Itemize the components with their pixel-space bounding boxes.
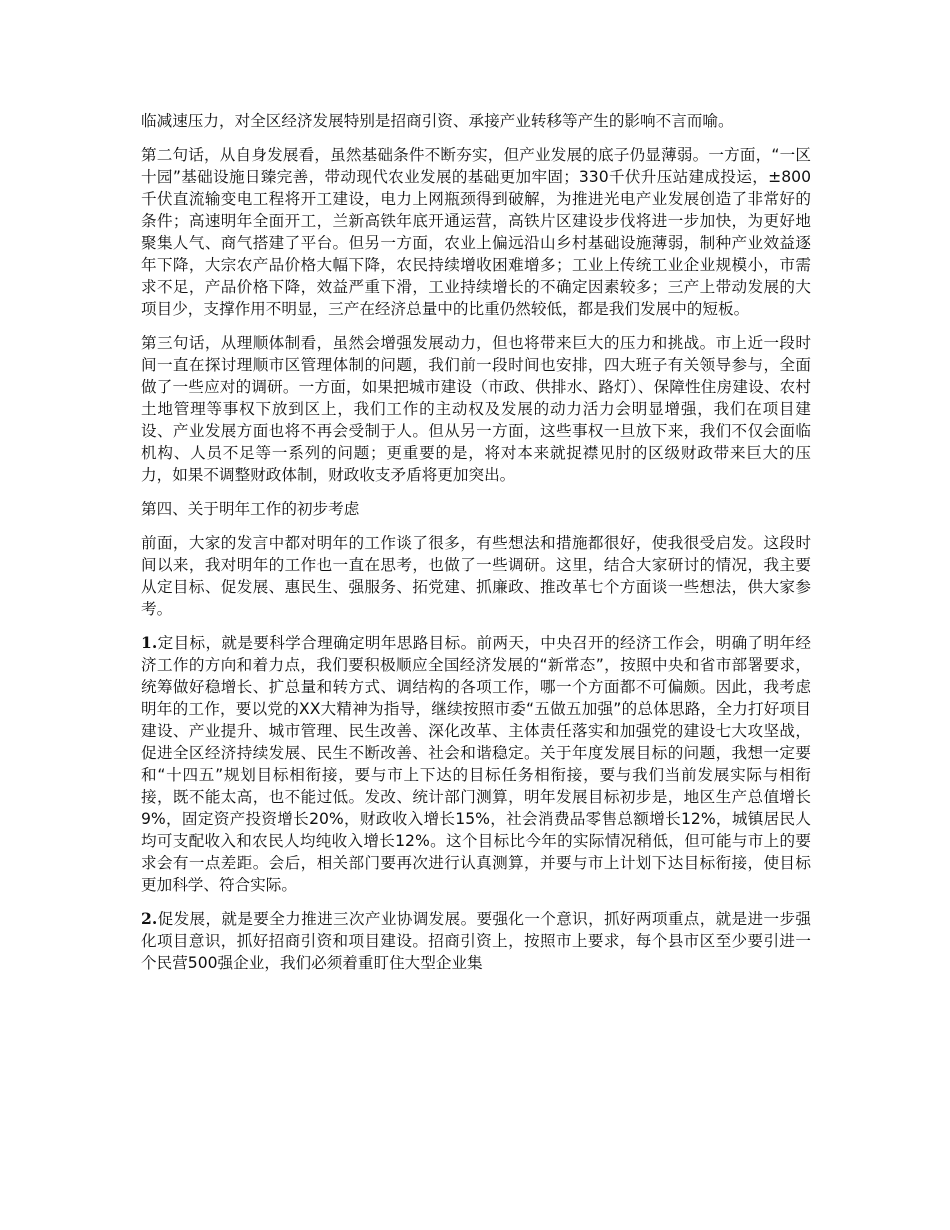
paragraph-third-point: 第三句话，从理顺体制看，虽然会增强发展动力，但也将带来巨大的压力和挑战。市上近一段时间一直在探讨理顺市区管理体制的问题，我们前一段时间也安排，四大班子有关领导参与，全面做了一些应对的调研。一方面，如果把城市建设（市政、供排水、路灯）、保障性住房建设、农村土地管理等事权下放到区上，我们工作的主动权及发展的动力活力会明显增强，我们在项目建设、产业发展方面也将不再会受制于人。但从另一方面，这些事权一旦放下来，我们不仅会面临机构、人员不足等一系列的问题；更重要的是，将对本来就捉襟见肘的区级财政带来巨大的压力，如果不调整财政体制，财政收支矛盾将更加突出。 xyxy=(141,334,811,484)
document-body xyxy=(141,110,811,986)
paragraph-continuation: 临减速压力，对全区经济发展特别是招商引资、承接产业转移等产生的影响不言而喻。 xyxy=(141,112,734,130)
paragraph-item-2 xyxy=(141,908,811,974)
section-heading-fourth: 第四、关于明年工作的初步考虑 xyxy=(141,500,360,518)
paragraph-second-point: 第二句话，从自身发展看，虽然基础条件不断夯实，但产业发展的底子仍显薄弱。一方面，“一区十园”基础设施日臻完善，带动现代农业发展的基础更加牢固；330千伏升压站建成投运，±800千伏直流输变电工程将开工建设，电力上网瓶颈得到破解，为推进光电产业发展创造了非常好的条件；高速明年全面开工，兰新高铁年底开通运营，高铁片区建设步伐将进一步加快，为更好地聚集人气、商气搭建了平台。但另一方面，农业上偏远沿山乡村基础设施薄弱，制种产业效益逐年下降，大宗农产品价格大幅下降，农民持续增收困难增多；工业上传统工业企业规模小，市需求不足，产品价格下降，效益严重下滑，工业持续增长的不确定因素较多；三产上带动发展的大项目少，支撑作用不明显，三产在经济总量中的比重仍然较低，都是我们发展中的短板。 xyxy=(141,146,811,318)
paragraph-item-1 xyxy=(141,632,811,896)
item-number: 2. xyxy=(141,909,158,928)
paragraph-intro-next-year: 前面，大家的发言中都对明年的工作谈了很多，有些想法和措施都很好，使我很受启发。这段时间以来，我对明年的工作也一直在思考，也做了一些调研。这里，结合大家研讨的情况，我主要从定目标、促发展、惠民生、强服务、拓党建、抓廉政、推改革七个方面谈一些想法，供大家参考。 xyxy=(141,534,811,618)
item-number: 1. xyxy=(141,633,158,652)
item-text: 促发展，就是要全力推进三次产业协调发展。要强化一个意识，抓好两项重点，就是进一步强化项目意识，抓好招商引资和项目建设。招商引资上，按照市上要求，每个县市区至少要引进一个民营500强企业，我们必须着重盯住大型企业集 xyxy=(141,910,811,972)
item-text: 定目标，就是要科学合理确定明年思路目标。前两天，中央召开的经济工作会，明确了明年经济工作的方向和着力点，我们要积极顺应全国经济发展的“新常态”，按照中央和省市部署要求，统筹做好稳增长、扩总量和转方式、调结构的各项工作，哪一个方面都不可偏颇。因此，我考虑明年的工作，要以党的XX大精神为指导，继续按照市委“五做五加强”的总体思路，全力打好项目建设、产业提升、城市管理、民生改善、深化改革、主体责任落实和加强党的建设七大攻坚战，促进全区经济持续发展、民生不断改善、社会和谐稳定。关于年度发展目标的问题，我想一定要和“十四五”规划目标相衔接，要与市上下达的目标任务相衔接，要与我们当前发展实际与相衔接，既不能太高，也不能过低。发改、统计部门测算，明年发展目标初步是，地区生产总值增长9%，固定资产投资增长20%，财政收入增长15%，社会消费品零售总额增长12%，城镇居民人均可支配收入和农民人均纯收入增长12%。这个目标比今年的实际情况稍低，但可能与市上的要求会有一点差距。会后，相关部门要再次进行认真测算，并要与市上计划下达目标衔接，使目标更加科学、符合实际。 xyxy=(141,634,811,894)
